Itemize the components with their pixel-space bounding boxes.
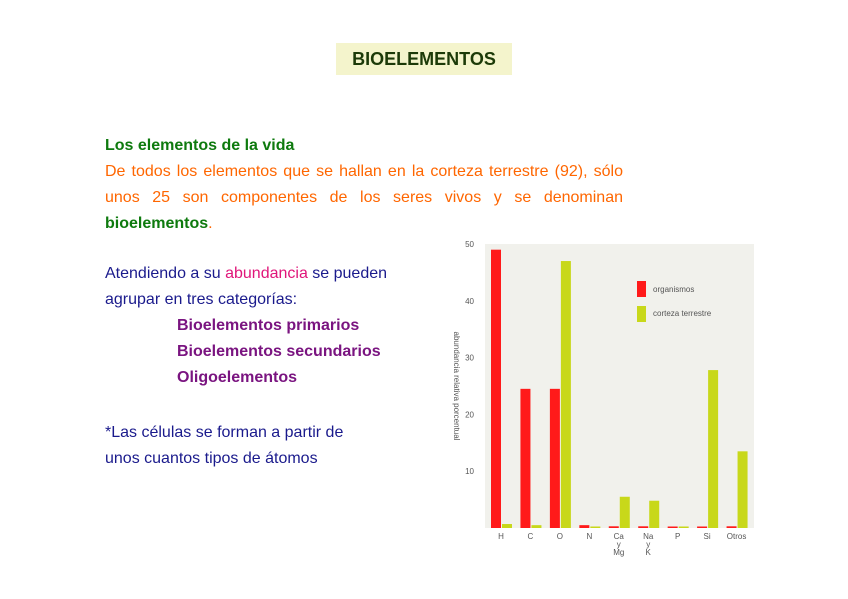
category-list <box>177 313 435 391</box>
bar-corteza <box>561 261 571 528</box>
note-line-2: unos cuantos tipos de átomos <box>105 450 318 467</box>
bioelementos-term: bioelementos <box>105 215 209 232</box>
bar-corteza <box>679 527 689 529</box>
page-title: BIOELEMENTOS <box>352 48 496 69</box>
category-oligoelementos: Oligoelementos <box>177 369 298 386</box>
bar-corteza <box>738 451 748 528</box>
bar-organismos <box>550 389 560 528</box>
intro-text: De todos los elementos que se hallan en la corteza terrestre (92), sólo unos 25 son componentes de los seres vivos y se denominan <box>105 163 623 206</box>
bar-organismos <box>638 526 648 528</box>
y-tick-label: 10 <box>465 467 474 477</box>
x-tick-label: O <box>556 532 564 541</box>
categories-intro <box>105 261 435 313</box>
bar-corteza <box>649 501 659 528</box>
legend-swatch-organismos <box>637 281 646 297</box>
intro-section <box>105 133 623 237</box>
legend-label-corteza: corteza terrestre <box>653 309 712 318</box>
bar-corteza <box>708 370 718 528</box>
y-tick-label: 30 <box>465 353 474 363</box>
bar-corteza <box>531 525 541 528</box>
legend-swatch-corteza <box>637 306 646 322</box>
intro-paragraph <box>105 159 623 237</box>
intro-end: . <box>208 215 213 232</box>
x-tick-label: y <box>616 540 621 549</box>
abundance-chart <box>430 236 760 566</box>
bar-organismos <box>609 526 619 528</box>
x-tick-label: Otros <box>726 532 747 541</box>
y-axis-label: abundancia relativa porcentual <box>452 331 461 441</box>
x-tick-label: Si <box>703 532 711 541</box>
note-line-1: *Las células se forman a partir de <box>105 424 344 441</box>
x-tick-label: C <box>527 532 534 541</box>
bar-organismos <box>697 527 707 529</box>
y-tick-label: 40 <box>465 296 474 306</box>
y-tick-label: 50 <box>465 240 474 249</box>
x-tick-label: N <box>586 532 593 541</box>
category-primarios: Bioelementos primarios <box>177 317 360 334</box>
categ-text-before: Atendiendo a su <box>105 265 226 282</box>
title-box <box>336 43 512 75</box>
category-secundarios: Bioelementos secundarios <box>177 343 381 360</box>
categ-text-after: se pueden agrupar en tres categorías: <box>105 265 388 308</box>
bar-organismos <box>520 389 530 528</box>
intro-heading: Los elementos de la vida <box>105 137 295 154</box>
x-tick-label: Na <box>643 532 654 541</box>
bar-organismos <box>491 250 501 528</box>
bar-corteza <box>620 497 630 528</box>
legend-label-organismos: organismos <box>653 285 695 294</box>
abundancia-term: abundancia <box>225 265 308 282</box>
x-tick-label: y <box>646 540 651 549</box>
x-tick-label: H <box>498 532 504 541</box>
bar-organismos <box>668 527 678 529</box>
bar-corteza <box>502 524 512 528</box>
note-section <box>105 420 435 472</box>
x-tick-label: Ca <box>613 532 624 541</box>
bar-corteza <box>590 527 600 529</box>
categories-section <box>105 261 435 391</box>
x-tick-label: P <box>674 532 681 541</box>
y-tick-label: 20 <box>465 410 474 420</box>
x-tick-label: Mg <box>613 548 625 557</box>
bar-organismos <box>727 526 737 528</box>
bar-organismos <box>579 525 589 528</box>
x-tick-label: K <box>645 548 651 557</box>
